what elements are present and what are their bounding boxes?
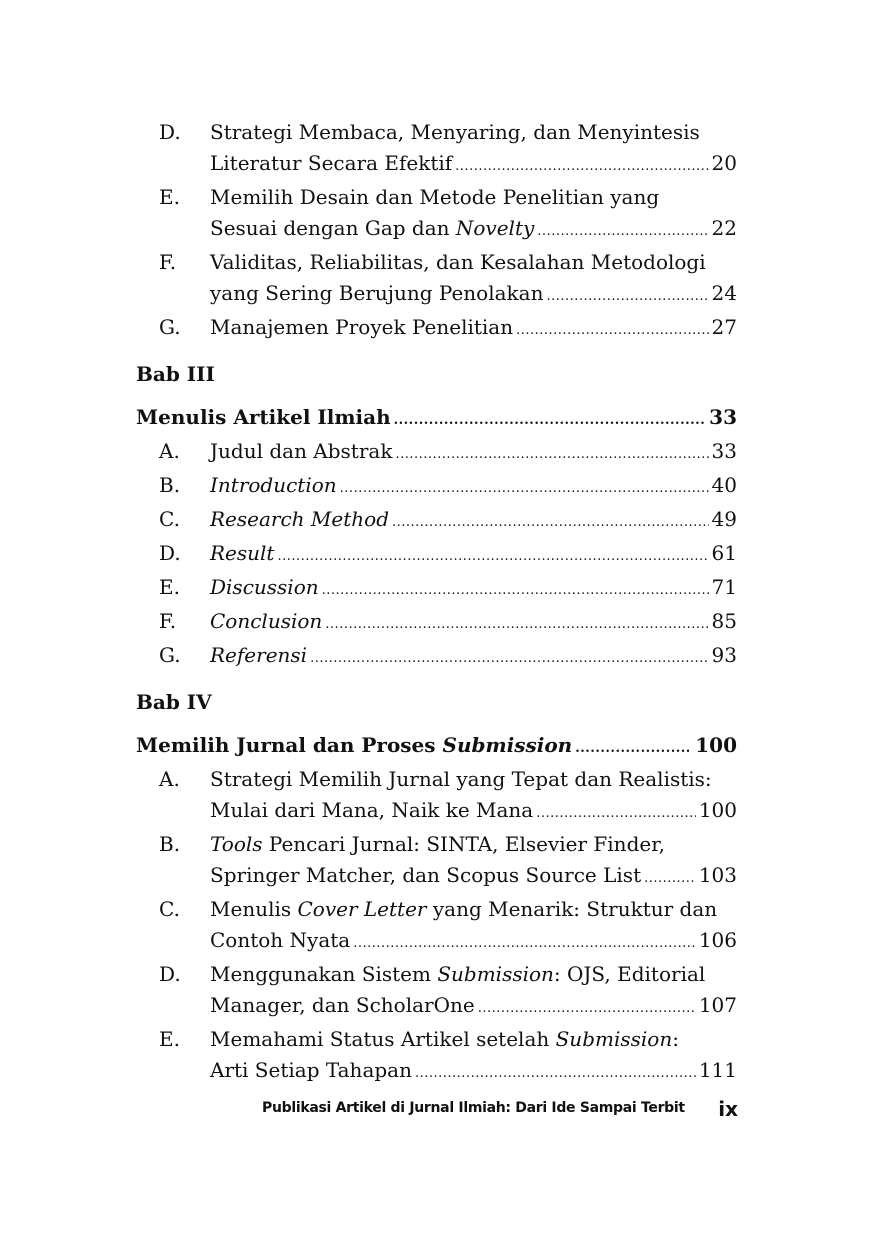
entry-page-number: 103 bbox=[698, 863, 737, 887]
entry-letter: B. bbox=[159, 832, 181, 856]
entry-letter: A. bbox=[159, 439, 180, 463]
entry-page-number: 111 bbox=[698, 1058, 737, 1082]
dot-leader bbox=[310, 643, 708, 674]
entry-letter: D. bbox=[159, 962, 181, 986]
chapter-title: Memilih Jurnal dan Proses Submission bbox=[136, 733, 573, 757]
entry-title: Referensi bbox=[210, 643, 308, 667]
entry-title-line2: Sesuai dengan Gap dan Novelty bbox=[210, 216, 535, 240]
entry-page-number: 107 bbox=[698, 993, 737, 1017]
toc-entry bbox=[136, 1024, 737, 1089]
entry-title: Judul dan Abstrak bbox=[210, 439, 393, 463]
entry-page-number: 33 bbox=[711, 439, 737, 463]
entry-page-number: 85 bbox=[711, 609, 737, 633]
chapter-title: Menulis Artikel Ilmiah bbox=[136, 405, 391, 429]
entry-page-number: 20 bbox=[711, 151, 737, 175]
entry-title-line2: Mulai dari Mana, Naik ke Mana bbox=[210, 798, 534, 822]
dot-leader bbox=[415, 1058, 696, 1089]
entry-letter: E. bbox=[159, 575, 180, 599]
toc-entry bbox=[136, 606, 737, 640]
entry-letter: G. bbox=[159, 315, 181, 339]
entry-letter: C. bbox=[159, 507, 180, 531]
chapter-label: Bab III bbox=[136, 362, 215, 386]
entry-letter: D. bbox=[159, 120, 181, 144]
entry-title-line1: Memilih Desain dan Metode Penelitian yang bbox=[210, 185, 660, 209]
entry-title-line2: Literatur Secara Efektif bbox=[210, 151, 453, 175]
toc-entry bbox=[136, 764, 737, 829]
dot-leader bbox=[575, 733, 692, 764]
entry-title: Conclusion bbox=[210, 609, 323, 633]
dot-leader bbox=[478, 993, 696, 1024]
entry-title: Introduction bbox=[210, 473, 337, 497]
entry-letter: F. bbox=[159, 250, 177, 274]
dot-leader bbox=[644, 863, 696, 894]
toc-entry bbox=[136, 538, 737, 572]
dot-leader bbox=[536, 798, 696, 829]
chapter-label: Bab IV bbox=[136, 690, 212, 714]
entry-letter: G. bbox=[159, 643, 181, 667]
toc-entry bbox=[136, 247, 737, 312]
entry-title-line2: Springer Matcher, dan Scopus Source List bbox=[210, 863, 642, 887]
entry-title-line1: Validitas, Reliabilitas, dan Kesalahan Metodologi bbox=[210, 250, 706, 274]
entry-page-number: 93 bbox=[711, 643, 737, 667]
chapter-heading bbox=[136, 730, 737, 764]
entry-title-line1: Strategi Membaca, Menyaring, dan Menyintesis bbox=[210, 120, 700, 144]
chapter-page-number: 100 bbox=[695, 733, 737, 757]
toc-entry bbox=[136, 572, 737, 606]
entry-page-number: 27 bbox=[711, 315, 737, 339]
entry-title-line1: Menulis Cover Letter yang Menarik: Struktur dan bbox=[210, 897, 718, 921]
entry-page-number: 24 bbox=[711, 281, 737, 305]
dot-leader bbox=[537, 216, 708, 247]
entry-page-number: 40 bbox=[711, 473, 737, 497]
entry-title-line2: Manager, dan ScholarOne bbox=[210, 993, 475, 1017]
toc-entry bbox=[136, 640, 737, 674]
dot-leader bbox=[277, 541, 708, 572]
toc-entry bbox=[136, 312, 737, 346]
toc-entry bbox=[136, 894, 737, 959]
entry-title-line2: yang Sering Berujung Penolakan bbox=[210, 281, 544, 305]
entry-title-line1: Strategi Memilih Jurnal yang Tepat dan Realistis: bbox=[210, 767, 712, 791]
entry-title: Manajemen Proyek Penelitian bbox=[210, 315, 514, 339]
page-number: ix bbox=[718, 1097, 738, 1121]
toc-entry bbox=[136, 182, 737, 247]
entry-letter: B. bbox=[159, 473, 181, 497]
chapter-heading bbox=[136, 402, 737, 436]
entry-title: Discussion bbox=[210, 575, 319, 599]
entry-title-line2: Contoh Nyata bbox=[210, 928, 351, 952]
entry-letter: E. bbox=[159, 1027, 180, 1051]
dot-leader bbox=[353, 928, 696, 959]
page-footer bbox=[262, 1097, 738, 1121]
entry-title: Result bbox=[210, 541, 275, 565]
toc-entry bbox=[136, 959, 737, 1024]
entry-title-line2: Arti Setiap Tahapan bbox=[210, 1058, 412, 1082]
entry-title-line1: Menggunakan Sistem Submission: OJS, Editorial bbox=[210, 962, 706, 986]
dot-leader bbox=[392, 507, 709, 538]
chapter-page-number: 33 bbox=[709, 405, 737, 429]
entry-title-line1: Tools Pencari Jurnal: SINTA, Elsevier Finder, bbox=[210, 832, 665, 856]
dot-leader bbox=[340, 473, 709, 504]
entry-page-number: 71 bbox=[711, 575, 737, 599]
table-of-contents bbox=[136, 117, 737, 1089]
entry-page-number: 100 bbox=[698, 798, 737, 822]
dot-leader bbox=[516, 315, 708, 346]
entry-letter: C. bbox=[159, 897, 180, 921]
dot-leader bbox=[455, 151, 708, 182]
dot-leader bbox=[546, 281, 708, 312]
entry-letter: F. bbox=[159, 609, 177, 633]
dot-leader bbox=[325, 609, 708, 640]
entry-page-number: 61 bbox=[711, 541, 737, 565]
book-title: Publikasi Artikel di Jurnal Ilmiah: Dari Ide Sampai Terbit bbox=[262, 1100, 685, 1116]
entry-page-number: 22 bbox=[711, 216, 737, 240]
toc-entry bbox=[136, 829, 737, 894]
entry-page-number: 49 bbox=[711, 507, 737, 531]
dot-leader bbox=[395, 439, 708, 470]
entry-page-number: 106 bbox=[698, 928, 737, 952]
toc-entry bbox=[136, 470, 737, 504]
toc-entry bbox=[136, 117, 737, 182]
entry-letter: D. bbox=[159, 541, 181, 565]
dot-leader bbox=[322, 575, 709, 606]
entry-title: Research Method bbox=[210, 507, 389, 531]
dot-leader bbox=[394, 405, 707, 436]
toc-entry bbox=[136, 436, 737, 470]
toc-entry bbox=[136, 504, 737, 538]
entry-letter: E. bbox=[159, 185, 180, 209]
entry-letter: A. bbox=[159, 767, 180, 791]
entry-title-line1: Memahami Status Artikel setelah Submission: bbox=[210, 1027, 679, 1051]
